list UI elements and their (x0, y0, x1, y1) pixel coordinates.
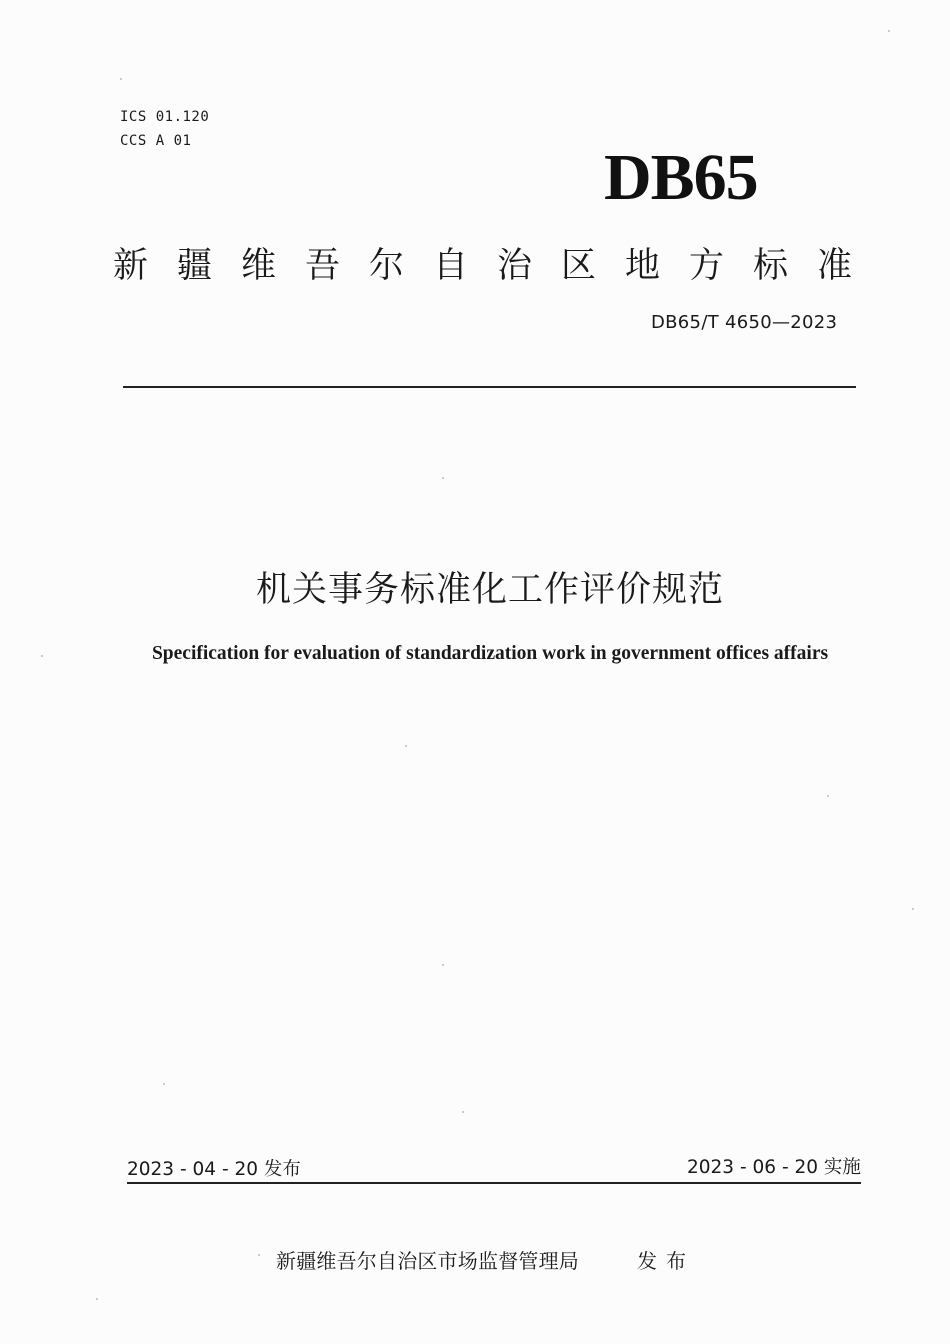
publisher-name: 新疆维吾尔自治区市场监督管理局 (276, 1249, 579, 1273)
scan-speck (41, 655, 43, 657)
date-divider (127, 1182, 861, 1184)
implementation-date: 2023 - 06 - 20 实施 (687, 1157, 861, 1178)
standard-number: DB65/T 4650—2023 (651, 312, 838, 333)
scan-speck (827, 795, 829, 797)
scan-speck (888, 30, 890, 32)
scan-speck (442, 964, 444, 966)
publish-label: 发布 (637, 1249, 695, 1273)
title-english: Specification for evaluation of standardization work in government offices affairs (151, 643, 829, 664)
scan-speck (405, 745, 407, 747)
scan-speck (442, 477, 444, 479)
title-chinese: 机关事务标准化工作评价规范 (255, 570, 724, 610)
ccs-code: CCS A 01 (120, 133, 192, 149)
ics-code: ICS 01.120 (120, 109, 210, 125)
header-divider (123, 386, 856, 388)
db65-logo: DB65 (604, 141, 758, 214)
scan-speck (96, 1298, 98, 1300)
scan-speck (120, 78, 122, 80)
scan-speck (258, 1254, 260, 1256)
scan-speck (912, 908, 914, 910)
scan-speck (462, 1111, 464, 1113)
standard-category-name: 新疆维吾尔自治区地方标准 (113, 246, 882, 286)
scan-speck (163, 1083, 165, 1085)
issue-date: 2023 - 04 - 20 发布 (127, 1159, 301, 1180)
